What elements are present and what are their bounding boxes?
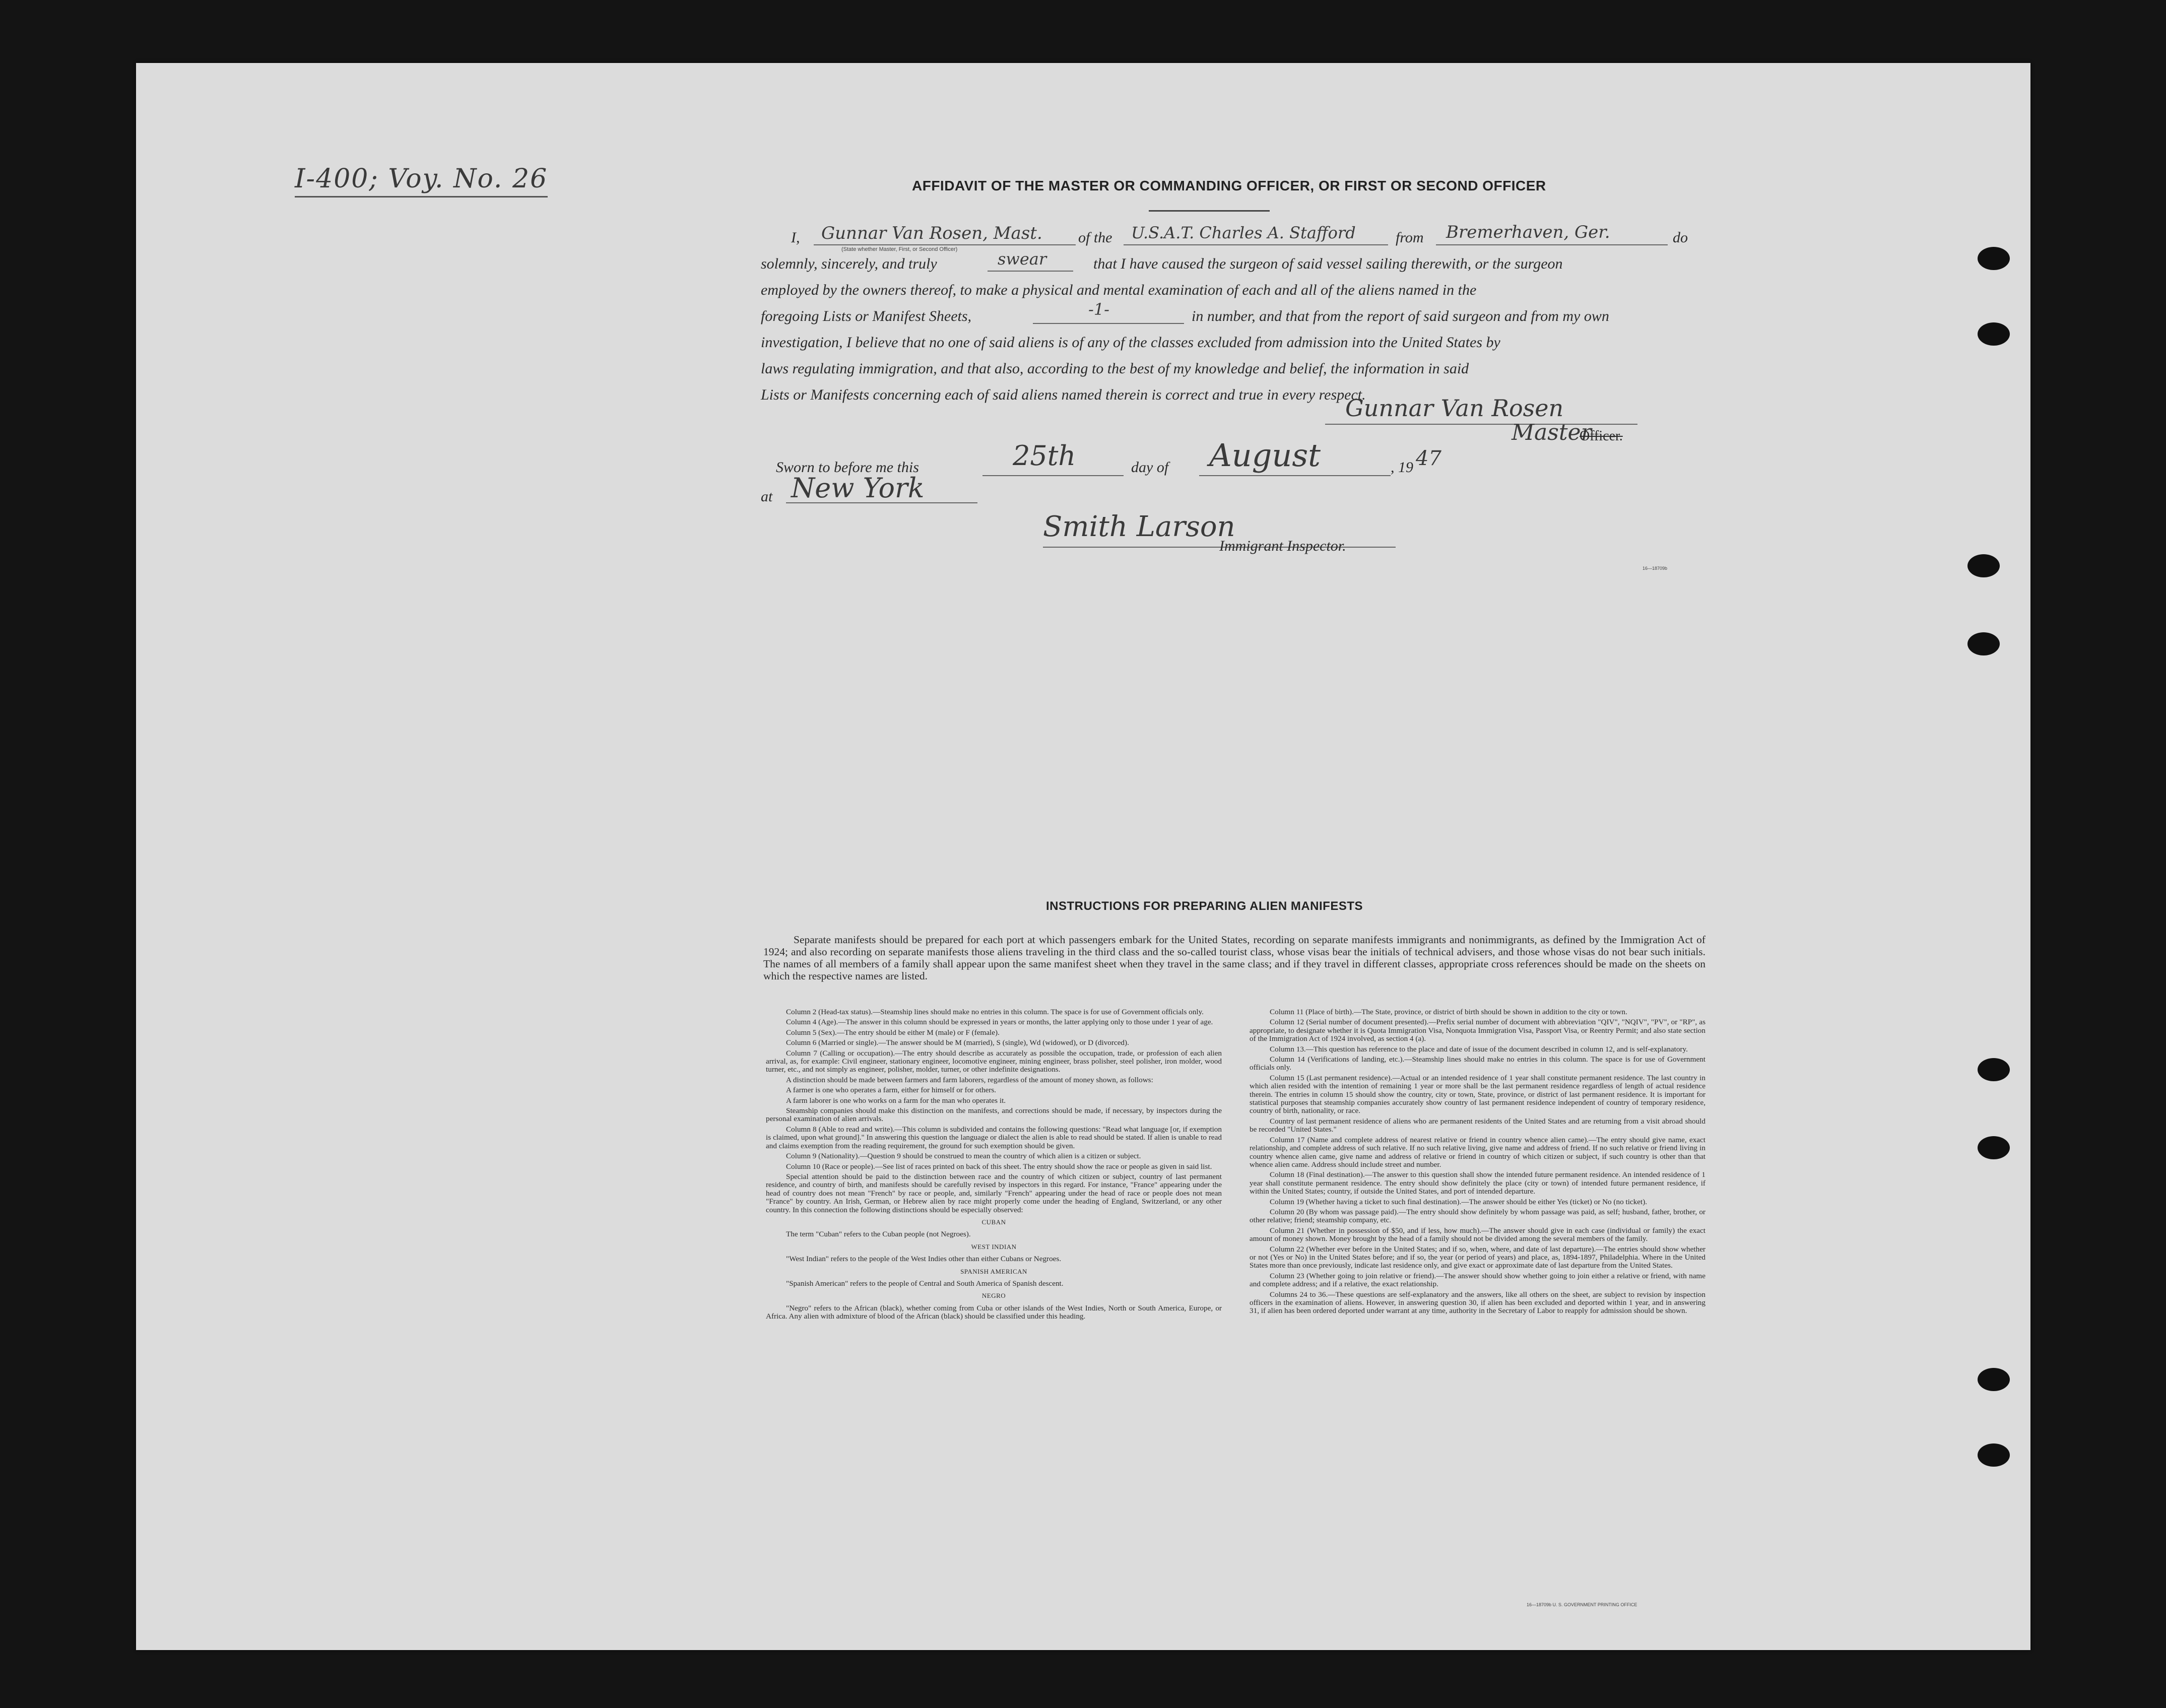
officer-name-line [814,244,1076,245]
day-of-label: day of [1131,459,1169,476]
left-paragraph: Column 5 (Sex).—The entry should be either M (male) or F (female). [786,1028,1000,1037]
right-paragraph: Column 12 (Serial number of document presented).—Prefix serial number of document with abbreviation "QIV", "NQIV", "PV", or "RP", as appropriate, to designate whether it is Quota Immigration Visa, Nonquota Immigration Visa, Passport Visa, or Reentry Permit; and also state section of the Immigration Act of 1924 involved, as section 4 (a). [1250,1018,1705,1043]
right-paragraph: Column 13.—This question has reference to the place and date of issue of the document described in column 12, and is self-explanatory. [1270,1044,1688,1054]
heading-cuban: CUBAN [981,1218,1006,1226]
right-paragraph: Column 11 (Place of birth).—The State, province, or district of birth should be shown in addition to the city or town. [1270,1008,1627,1016]
vessel-name: U.S.A.T. Charles A. Stafford [1131,223,1356,242]
binder-hole [1967,632,2000,655]
officer-hint: (State whether Master, First, or Second Officer) [841,246,958,252]
left-paragraph: Column 4 (Age).—The answer in this column should be expressed in years or months, the latter applying only to those under 1 year of age. [786,1018,1213,1027]
cuban-definition: The term "Cuban" refers to the Cuban people (not Negroes). [786,1230,971,1239]
word-solemnly: solemnly, sincerely, and truly [761,255,937,272]
left-paragraph: A farmer is one who operates a farm, either for himself or for others. [786,1086,997,1095]
instructions-title: INSTRUCTIONS FOR PREPARING ALIEN MANIFESTS [1046,899,1363,913]
binder-hole [1978,247,2010,270]
sheets-count: -1- [1088,300,1109,319]
title-divider [1149,210,1270,212]
line-4-rest: in number, and that from the report of said surgeon and from my own [1192,308,1609,324]
binder-hole [1967,554,2000,577]
line-3: employed by the owners thereof, to make a physical and mental examination of each and all of the aliens named in the [761,282,1477,298]
west-indian-definition: "West Indian" refers to the people of the West Indies other than either Cubans or Negroes. [786,1255,1062,1264]
line-5: investigation, I believe that no one of said aliens is of any of the classes excluded from admission into the United States by [761,334,1500,351]
binder-hole [1978,1058,2010,1081]
word-of-the: of the [1078,229,1112,246]
instructions-intro: Separate manifests should be prepared for each port at which passengers embark for the United States, recording on separate manifests immigrants and nonimmigrants, as defined by the Immigration Act of 1924; and also recording on separate manifests those aliens traveling in the third class and the so-called tourist class, whose visas bear the initials of technical advisers, and those whose visas do not bear such initials. The names of all members of a family shall appear upon the same manifest sheet when they travel in the same class; and if they travel in different classes, appropriate cross references should be made on the sheets on which the respective names are listed. [763,934,1705,982]
month-line [1199,475,1391,476]
right-paragraph: Column 21 (Whether in possession of $50, and if less, how much).—The answer should give in each case (individual or family) the exact amount of money shown. Money brought by the head of a family should not be divided among the several members of the family. [1250,1226,1705,1243]
master-signature: Gunnar Van Rosen [1345,395,1564,422]
inspector-signature: Smith Larson [1043,510,1235,543]
master-title-handwritten: Master [1512,420,1592,445]
binder-hole [1978,322,2010,346]
sworn-year-handwritten: 47 [1416,447,1441,470]
word-from: from [1396,229,1424,246]
port-name: Bremerhaven, Ger. [1446,222,1610,242]
left-paragraph: Column 10 (Race or people).—See list of races printed on back of this sheet. The entry should show the race or people as given in said list. [786,1162,1212,1171]
affidavit-title: AFFIDAVIT OF THE MASTER OR COMMANDING OFFICER, OR FIRST OR SECOND OFFICER [912,178,1546,193]
left-paragraph: Column 6 (Married or single).—The answer should be M (married), S (single), Wd (widowed), or D (divorced). [786,1038,1129,1047]
form-code: 16—18709b [1643,566,1668,571]
right-paragraph: Column 22 (Whether ever before in the United States; and if so, when, where, and date of last departure).—The entries should show whether or not (Yes or No) in the United States before; and if so, the year (or period of years) and place, as, 1894-1897, Philadelphia. Where in the United States more than once previously, indicate last residence only, and give exact or approximate date of last departure from the United States. [1250,1244,1705,1270]
day-line [982,475,1124,476]
left-paragraph: Column 9 (Nationality).—Question 9 should be construed to mean the country of which alien is a citizen or subject. [786,1152,1141,1161]
right-paragraph: Column 23 (Whether going to join relative or friend).—The answer should show whether going to join either a relative or friend, with name and complete address; and if a relative, the exact relationship. [1250,1271,1705,1289]
right-paragraph: Column 19 (Whether having a ticket to such final destination).—The answer should be either Yes (ticket) or No (no ticket). [1270,1197,1648,1206]
manifest-page [136,63,2030,1650]
left-paragraph: A distinction should be made between farmers and farm laborers, regardless of the amount of money shown, as follows: [786,1075,1153,1084]
instructions-left-column [766,1008,1222,1599]
handwritten-voyage-note: I-400; Voy. No. 26 [295,164,548,198]
binder-hole [1978,1136,2010,1159]
instructions-right-column [1250,1008,1705,1599]
right-paragraph: Column 20 (By whom was passage paid).—The entry should show definitely by whom passage was paid, as self; husband, father, brother, or other relative; friend; steamship company, etc. [1250,1207,1705,1225]
sworn-month: August [1209,437,1321,474]
negro-definition: "Negro" refers to the African (black), whether coming from Cuba or other islands of the West Indies, North or South America, Europe, or Africa. Any alien with admixture of blood of the African (black) should be classified under this heading. [766,1303,1222,1321]
word-i: I, [791,229,800,246]
word-foregoing: foregoing Lists or Manifest Sheets, [761,308,972,324]
officer-name: Gunnar Van Rosen, Mast. [821,223,1042,243]
oath-word: swear [998,249,1047,269]
spanish-american-definition: "Spanish American" refers to the people of Central and South America of Spanish descent. [786,1279,1064,1288]
officer-printed-label: Officer. [1580,428,1623,444]
line-2-rest: that I have caused the surgeon of said vessel sailing therewith, or the surgeon [1093,255,1563,272]
year-prefix: , 19 [1391,459,1413,476]
sworn-day: 25th [1013,440,1076,472]
heading-negro: NEGRO [981,1292,1006,1300]
vessel-line [1124,244,1388,245]
left-paragraph: A farm laborer is one who works on a farm for the man who operates it. [786,1096,1006,1105]
oath-line [988,271,1073,272]
right-paragraph: Country of last permanent residence of aliens who are permanent residents of the United States and are returning from a visit abroad should be recorded "United States." [1250,1116,1705,1134]
heading-spanish-american: SPANISH AMERICAN [960,1267,1027,1275]
at-label: at [761,488,773,505]
printing-office-footer: 16—18709b U. S. GOVERNMENT PRINTING OFFICE [1527,1602,1637,1607]
right-paragraph: Column 15 (Last permanent residence).—Actual or an intended residence of 1 year shall constitute permanent residence. The last country in which alien resided with the intention of remaining 1 year or more shall be the last permanent residence regardless of length of actual residence therein. The entries in column 15 should show the country, city or town, State, province, or district of last permanent residence. It is important for statistical purposes that steamship companies accurately show country of last permanent residence independent of country of temporary residence, country of birth, nationality, or race. [1250,1073,1705,1115]
inspector-label: Immigrant Inspector. [1219,538,1346,554]
right-paragraph: Column 17 (Name and complete address of nearest relative or friend in country whence alien came).—The entry should give name, exact relationship, and complete address of such relative. If no such relative living, give name and address of friend. If no such relative or friend living in country whence alien came, give name and address of relative or friend in country of which citizen or subject, if such country is other than that whence alien came. Address should include street and number. [1250,1135,1705,1169]
left-paragraph: Column 7 (Calling or occupation).—The entry should describe as accurately as possible the occupation, trade, or profession of each alien arrival, as, for example: Civil engineer, stationary engineer, locomotive engineer, mining engineer, brass polisher, steel polisher, iron molder, wood turner, etc., and not simply as engineer, polisher, molder, turner, or other indefinite designations. [766,1048,1222,1074]
word-do: do [1673,229,1688,246]
binder-hole [1978,1368,2010,1391]
left-paragraph: Column 2 (Head-tax status).—Steamship lines should make no entries in this column. The space is for use of Government officials only. [786,1008,1204,1016]
right-paragraph: Column 18 (Final destination).—The answer to this question shall show the intended future permanent residence. An intended residence of 1 year shall constitute permanent residence. The entry should show definitely the place (city or town) of intended future permanent residence, if within the United States; country, if outside the United States, and port of intended departure. [1250,1170,1705,1196]
right-paragraph: Column 14 (Verifications of landing, etc.).—Steamship lines should make no entries in this column. The space is for use of Government officials only. [1250,1055,1705,1072]
sworn-label: Sworn to before me this [776,459,919,476]
port-line [1436,244,1668,245]
heading-west-indian: WEST INDIAN [971,1242,1017,1251]
binder-hole [1978,1443,2010,1467]
sworn-place: New York [791,472,925,504]
line-7: Lists or Manifests concerning each of said aliens named therein is correct and true in every respect. [761,386,1366,403]
left-paragraph: Special attention should be paid to the distinction between race and the country of which citizen or subject, country of last permanent residence, and country of birth, and manifests should be carefully revised by inspectors in this regard. For instance, "France" appearing under the head of country does not mean "French" by race or people, and, similarly "French" appearing under the head of race or people does not mean "France" by country. An Irish, German, or Hebrew alien by race might properly come under the heading of England, Switzerland, or any other country. In this connection the following distinctions should be especially observed: [766,1172,1222,1214]
left-paragraph: Column 8 (Able to read and write).—This column is subdivided and contains the following questions: "Read what language [or, if exemption is claimed, upon what ground]." In answering this question the language or dialect the alien is able to read should be stated. If alien is unable to read and claims exemption from the reading requirement, the ground for such exemption should be given. [766,1125,1222,1150]
right-paragraph: Columns 24 to 36.—These questions are self-explanatory and the answers, like all others on the sheet, are subject to revision by inspection officers in the examination of aliens. However, in answering question 30, if alien has been excluded and deported within 1 year, and in answering 31, if alien has been ordered deported under warrant at any time, authority in the Secretary of Labor to reapply for admission should be shown. [1250,1290,1705,1316]
line-6: laws regulating immigration, and that also, according to the best of my knowledge and belief, the information in said [761,360,1469,377]
left-paragraph: Steamship companies should make this distinction on the manifests, and corrections should be made, if necessary, by inspectors during the personal examination of alien arrivals. [766,1106,1222,1124]
sheets-line [1033,323,1184,324]
